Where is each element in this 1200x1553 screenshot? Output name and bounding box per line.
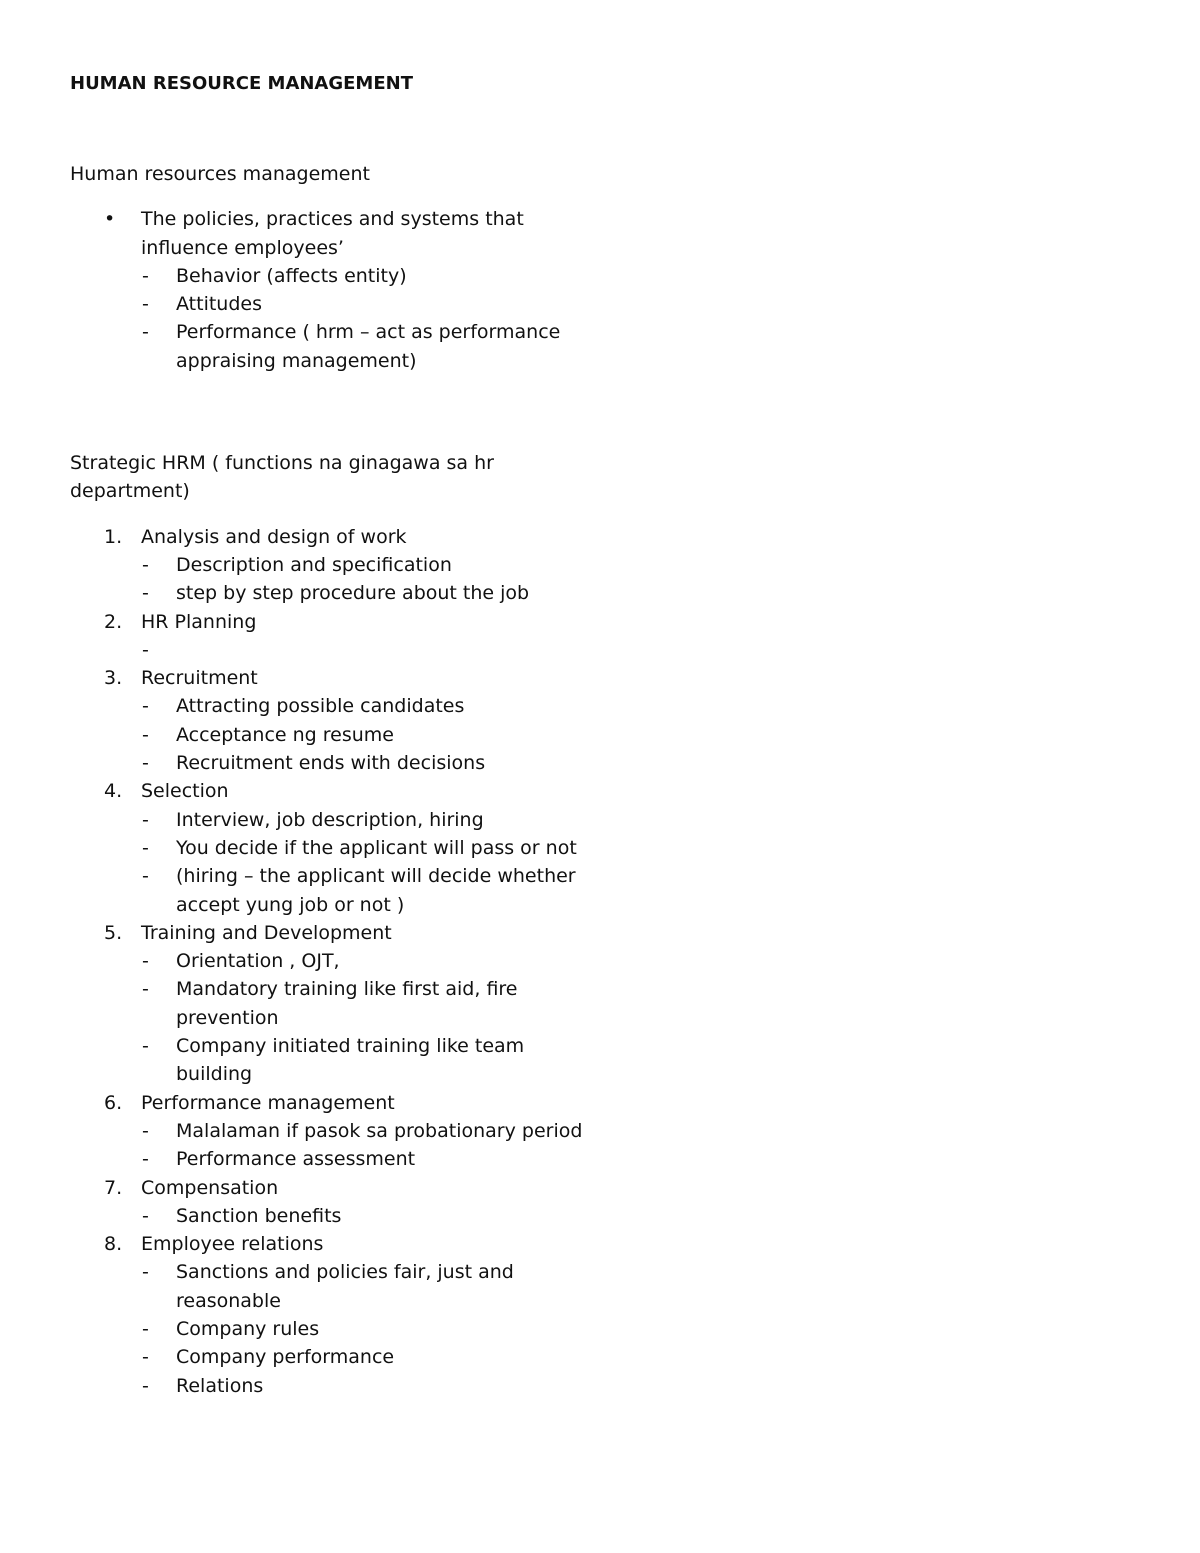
item-number: 5. — [104, 921, 123, 944]
numbered-item — [70, 777, 590, 918]
sub-item-text: Sanction benefits — [176, 1204, 342, 1227]
sub-item — [141, 749, 590, 777]
sub-item — [141, 806, 590, 834]
item-label: Selection — [141, 780, 229, 803]
dash-icon: - — [142, 978, 149, 1001]
strategic-hrm-list — [70, 523, 590, 1400]
sub-item-text: Malalaman if pasok sa probationary period — [176, 1119, 583, 1142]
sub-item-text: Company initiated training like team building — [176, 1035, 525, 1086]
item-number: 2. — [104, 610, 123, 633]
item-label: Analysis and design of work — [141, 525, 407, 548]
sub-item — [141, 1372, 590, 1400]
item-subitems — [141, 636, 590, 664]
dash-icon: - — [142, 1317, 149, 1340]
sub-item-text: Orientation , OJT, — [176, 950, 340, 973]
section-heading-strategic-hrm: Strategic HRM ( functions na ginagawa sa hr department) — [70, 452, 494, 503]
sub-item-text: Sanctions and policies fair, just and reasonable — [176, 1261, 514, 1312]
dash-icon: - — [142, 1346, 149, 1369]
sub-item-text: Company rules — [176, 1317, 320, 1340]
dash-icon: - — [142, 293, 149, 316]
item-label: Recruitment — [141, 667, 258, 690]
numbered-item — [70, 1089, 590, 1174]
sub-item — [141, 636, 590, 664]
sub-item — [141, 1202, 590, 1230]
bullet-text: The policies, practices and systems that influence employees’ — [141, 208, 524, 259]
bullet-item — [70, 205, 590, 375]
item-subitems — [141, 806, 590, 919]
sub-item-text: Description and specification — [176, 553, 452, 576]
item-number: 7. — [104, 1176, 123, 1199]
sub-item-text: Relations — [176, 1374, 264, 1397]
sub-item — [141, 721, 590, 749]
dash-icon: - — [142, 1374, 149, 1397]
sub-item-text: Acceptance ng resume — [176, 723, 394, 746]
numbered-item — [70, 1174, 590, 1231]
sub-item-text: Recruitment ends with decisions — [176, 752, 486, 775]
item-label: Training and Development — [141, 921, 392, 944]
item-label: Compensation — [141, 1176, 279, 1199]
sub-item-text: Attracting possible candidates — [176, 695, 465, 718]
dash-icon: - — [142, 808, 149, 831]
sub-item — [141, 262, 590, 290]
item-number: 1. — [104, 525, 123, 548]
item-label: Employee relations — [141, 1233, 324, 1256]
sub-item — [141, 1315, 590, 1343]
dash-icon: - — [142, 695, 149, 718]
item-number: 4. — [104, 780, 123, 803]
dash-icon: - — [142, 723, 149, 746]
sub-item-text: Company performance — [176, 1346, 395, 1369]
dash-icon: - — [142, 638, 149, 661]
item-subitems — [141, 551, 590, 608]
sub-item — [141, 1145, 590, 1173]
item-number: 8. — [104, 1233, 123, 1256]
sub-item — [141, 318, 590, 375]
sub-item-text: step by step procedure about the job — [176, 582, 530, 605]
dash-icon: - — [142, 836, 149, 859]
sub-item-text: (hiring – the applicant will decide whether accept yung job or not ) — [176, 865, 576, 916]
numbered-item — [70, 919, 590, 1089]
sub-item-text: Behavior (affects entity) — [176, 264, 407, 287]
bullet-subitems — [141, 262, 590, 375]
sub-item — [141, 551, 590, 579]
sub-item — [141, 290, 590, 318]
sub-item-text: Performance assessment — [176, 1148, 416, 1171]
sub-item-text: Mandatory training like first aid, fire prevention — [176, 978, 518, 1029]
sub-item — [141, 1343, 590, 1371]
item-subitems — [141, 1202, 590, 1230]
item-subitems — [141, 692, 590, 777]
sub-item — [141, 862, 590, 919]
document-title: HUMAN RESOURCE MANAGEMENT — [70, 73, 413, 94]
sub-item — [141, 692, 590, 720]
item-number: 6. — [104, 1091, 123, 1114]
bullet-icon: • — [104, 208, 116, 231]
dash-icon: - — [142, 950, 149, 973]
dash-icon: - — [142, 1261, 149, 1284]
sub-item-text: You decide if the applicant will pass or not — [176, 836, 577, 859]
numbered-item — [70, 523, 590, 608]
sub-item — [141, 579, 590, 607]
numbered-item — [70, 608, 590, 665]
dash-icon: - — [142, 1204, 149, 1227]
dash-icon: - — [142, 582, 149, 605]
dash-icon: - — [142, 1148, 149, 1171]
item-label: HR Planning — [141, 610, 257, 633]
sub-item-text: Interview, job description, hiring — [176, 808, 484, 831]
sub-item — [141, 1258, 590, 1315]
sub-item — [141, 975, 590, 1032]
dash-icon: - — [142, 865, 149, 888]
sub-item-text: Attitudes — [176, 293, 262, 316]
item-subitems — [141, 1258, 590, 1399]
sub-item — [141, 834, 590, 862]
numbered-item — [70, 1230, 590, 1400]
item-label: Performance management — [141, 1091, 395, 1114]
dash-icon: - — [142, 321, 149, 344]
hrm-bullet-list — [70, 205, 590, 375]
numbered-item — [70, 664, 590, 777]
sub-item — [141, 947, 590, 975]
dash-icon: - — [142, 553, 149, 576]
item-subitems — [141, 947, 590, 1088]
section-heading-hrm: Human resources management — [70, 163, 370, 185]
sub-item-text: Performance ( hrm – act as performance appraising management) — [176, 321, 561, 372]
sub-item — [141, 1032, 590, 1089]
sub-item — [141, 1117, 590, 1145]
item-subitems — [141, 1117, 590, 1174]
document-page — [70, 70, 590, 1400]
dash-icon: - — [142, 1035, 149, 1058]
dash-icon: - — [142, 1119, 149, 1142]
dash-icon: - — [142, 264, 149, 287]
dash-icon: - — [142, 752, 149, 775]
item-number: 3. — [104, 667, 123, 690]
